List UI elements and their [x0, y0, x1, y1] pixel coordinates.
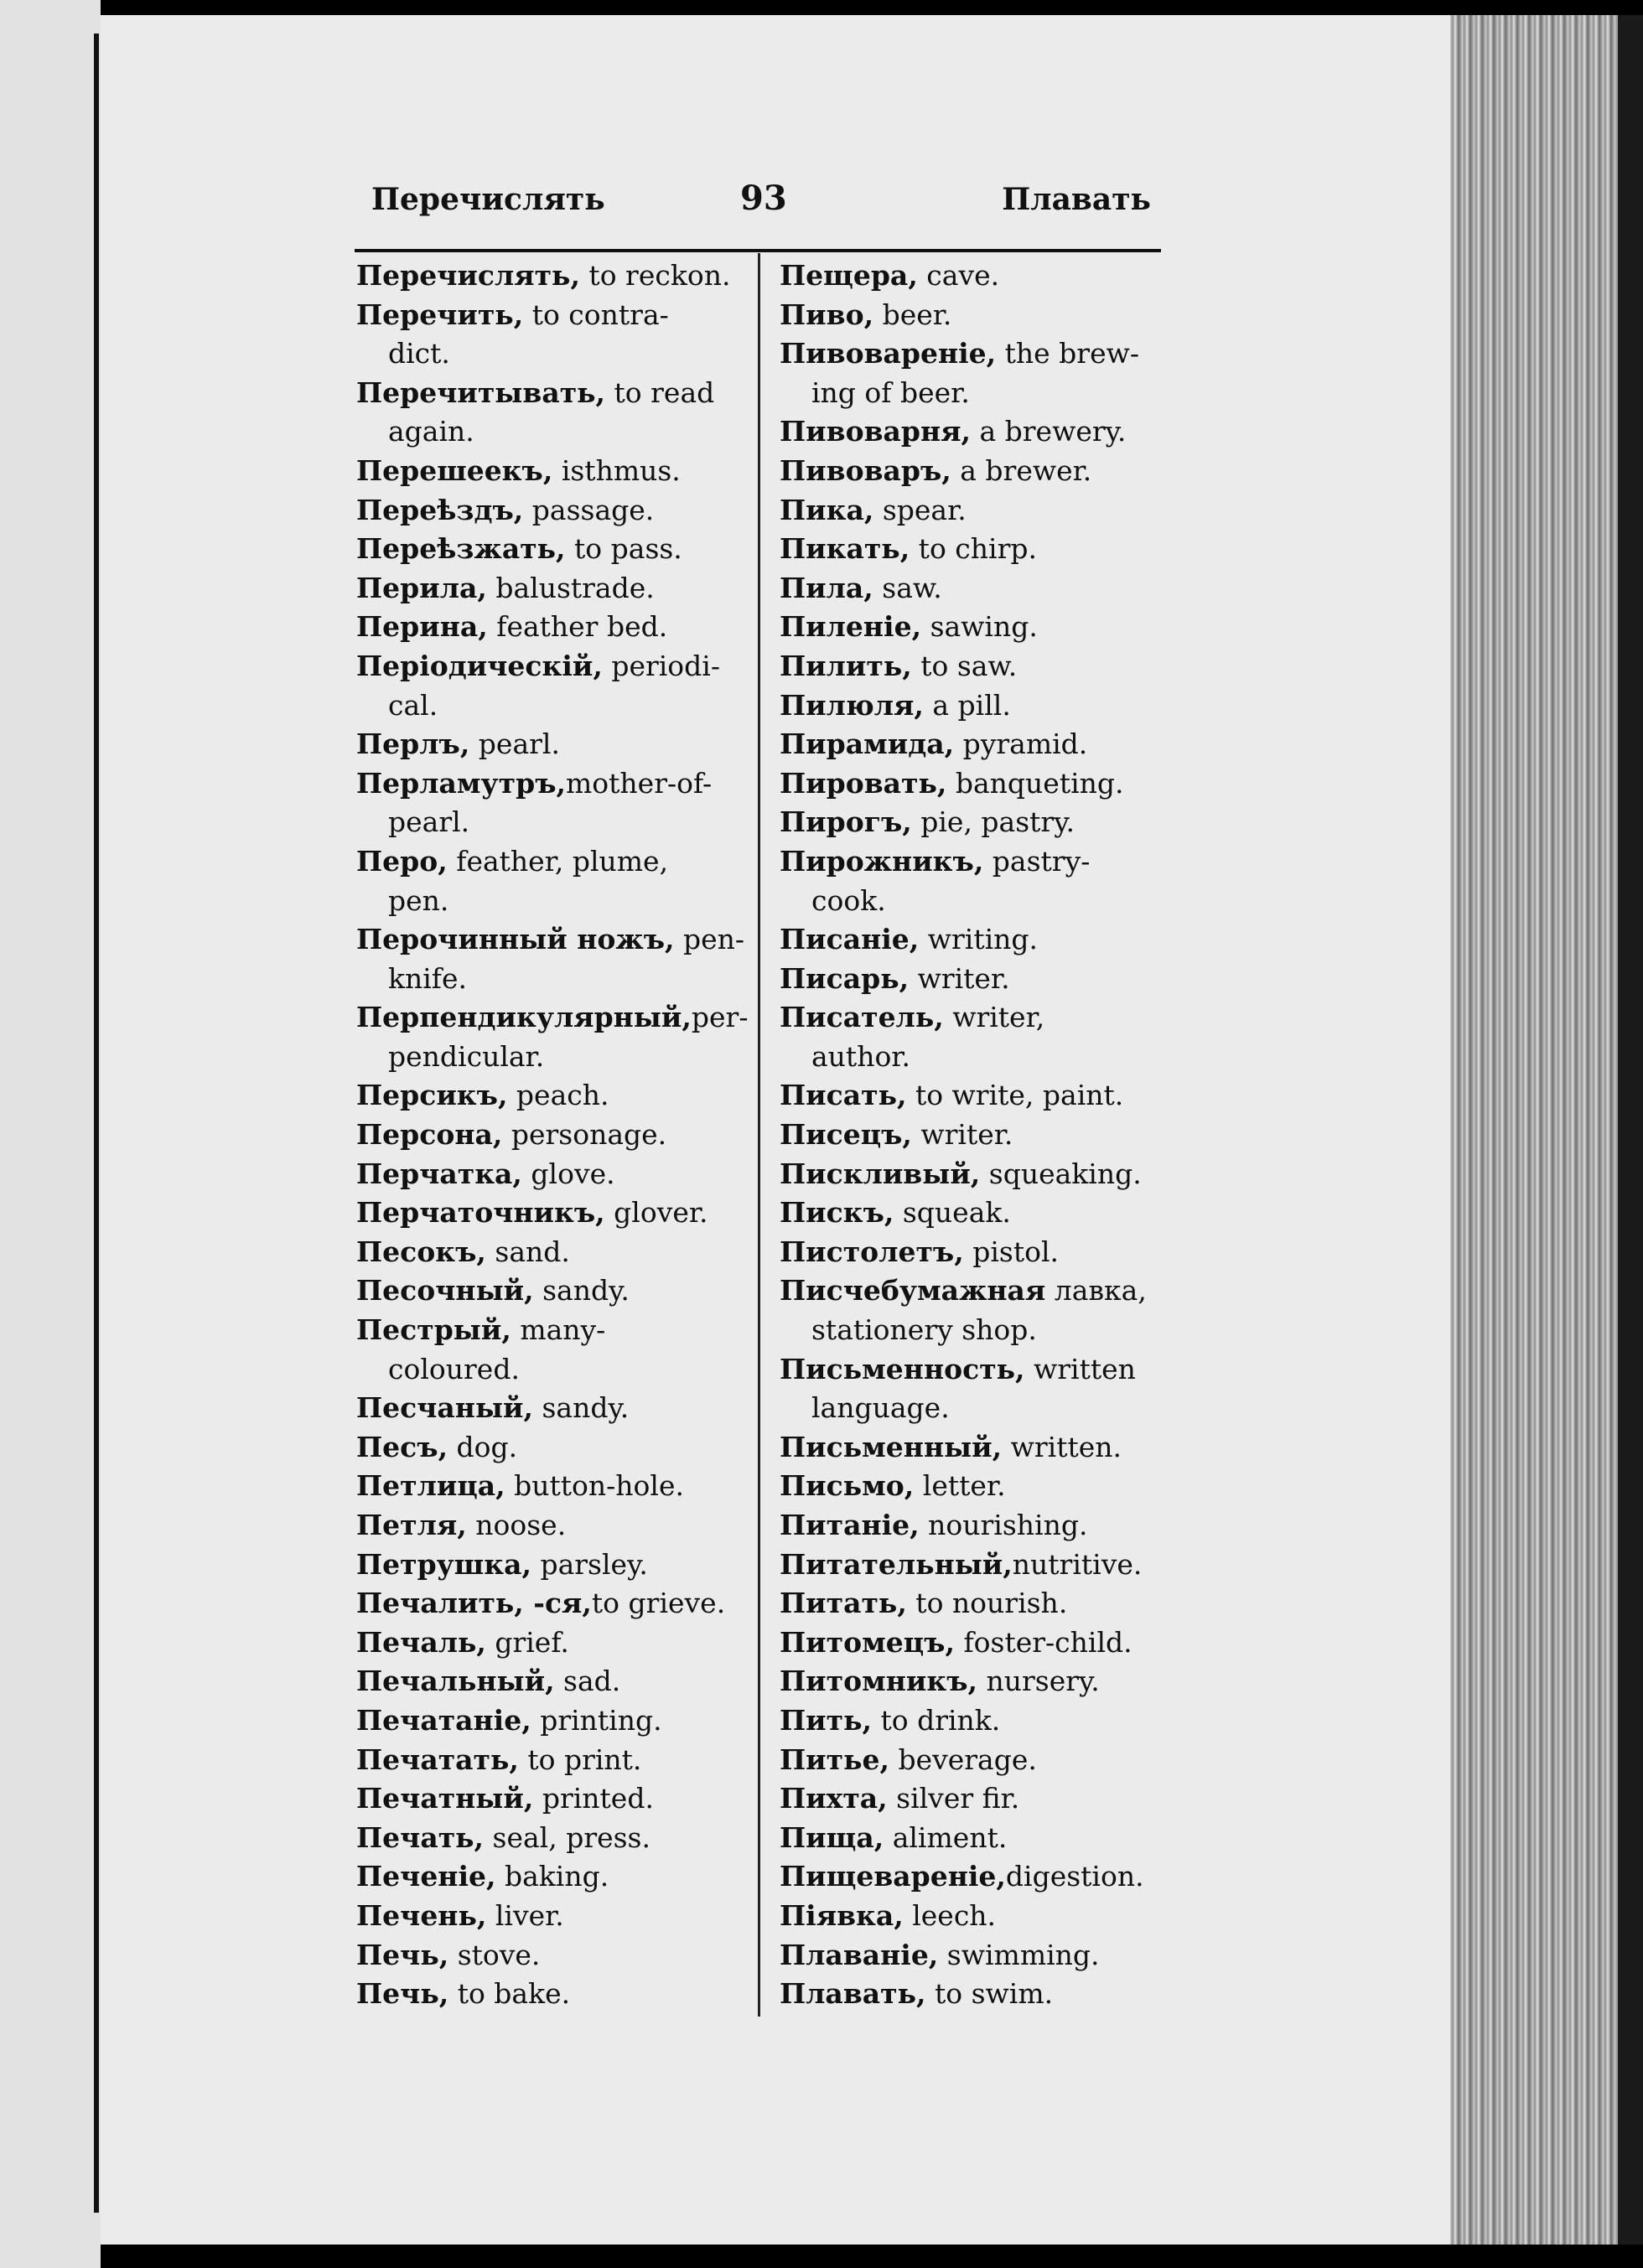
entry-headword: Писчебумажная — [780, 1274, 1046, 1307]
book-page — [101, 15, 1450, 2245]
dictionary-entry — [356, 296, 750, 374]
entry-translation: foster-child. — [954, 1625, 1132, 1659]
dictionary-entry — [780, 1194, 1174, 1233]
dictionary-entry — [780, 920, 1174, 960]
dictionary-entry — [356, 608, 750, 647]
entry-headword: Перечислять, — [356, 259, 580, 292]
entry-translation: pie, pastry. — [911, 805, 1075, 839]
entry-translation: aliment. — [884, 1820, 1008, 1854]
entry-headword: Песокъ, — [356, 1235, 486, 1268]
dictionary-entry — [780, 1819, 1174, 1858]
entry-translation: printing. — [531, 1703, 662, 1737]
entry-translation: a pill. — [923, 688, 1011, 722]
entry-translation: stove. — [448, 1938, 541, 1971]
left-column — [356, 256, 750, 2014]
dictionary-entry — [780, 842, 1174, 920]
entry-headword: Плаваніе, — [780, 1938, 939, 1971]
dictionary-entry — [780, 1506, 1174, 1546]
entry-translation: to drink. — [871, 1703, 1001, 1737]
dictionary-entry — [356, 842, 750, 920]
entry-headword: Письменность, — [780, 1352, 1025, 1385]
entry-translation: silver fir. — [887, 1782, 1020, 1815]
entry-translation-continued: stationery shop. — [811, 1313, 1037, 1347]
entry-translation: writing. — [919, 923, 1039, 956]
entry-headword: Пиво, — [780, 298, 874, 331]
dictionary-entry — [780, 647, 1174, 686]
entry-headword: Пиленіе, — [780, 610, 922, 644]
entry-headword: Питательный, — [780, 1547, 1013, 1581]
dictionary-entry — [356, 1741, 750, 1780]
entry-translation: nutritive. — [1012, 1547, 1143, 1581]
entry-translation: squeak. — [894, 1196, 1011, 1230]
entry-translation-continued: knife. — [388, 961, 468, 995]
dictionary-entry — [356, 1779, 750, 1819]
dictionary-entry — [780, 1701, 1174, 1741]
dictionary-entry — [780, 1584, 1174, 1623]
entry-translation: sandy. — [533, 1391, 630, 1425]
entry-translation: to read — [605, 375, 715, 409]
dictionary-entry — [780, 1155, 1174, 1194]
dictionary-entry — [356, 1897, 750, 1936]
entry-translation: nursery. — [977, 1665, 1100, 1698]
entry-headword: Писать, — [780, 1079, 907, 1112]
entry-translation-continued: cook. — [811, 883, 886, 917]
entry-translation: to print. — [518, 1742, 642, 1776]
entry-translation-continued: coloured. — [388, 1352, 520, 1385]
entry-translation: personage. — [502, 1118, 667, 1152]
entry-translation: many- — [511, 1313, 606, 1347]
entry-translation: to chirp. — [910, 532, 1037, 566]
entry-headword: Писатель, — [780, 1001, 944, 1034]
entry-headword: Пискъ, — [780, 1196, 894, 1230]
entry-headword: Питомникъ, — [780, 1665, 978, 1698]
dictionary-entry — [780, 608, 1174, 647]
entry-headword: Пищевареніе, — [780, 1860, 1006, 1893]
entry-translation: beer. — [873, 298, 952, 331]
entry-headword: Печать, — [356, 1820, 485, 1854]
entry-translation: mother-of- — [566, 766, 713, 800]
entry-translation-continued: pearl. — [388, 805, 470, 839]
entry-translation: passage. — [523, 493, 655, 526]
entry-headword: Пирогъ, — [780, 805, 912, 839]
entry-headword: Пивовареніе, — [780, 337, 997, 370]
dictionary-entry — [780, 1741, 1174, 1780]
dictionary-entry — [780, 1897, 1174, 1936]
running-header — [355, 172, 1159, 230]
dictionary-entry — [356, 1584, 750, 1623]
entry-translation: pen- — [674, 923, 745, 956]
entry-translation: to nourish. — [906, 1587, 1068, 1620]
dictionary-entry — [780, 452, 1174, 491]
dictionary-entry — [780, 569, 1174, 608]
entry-headword: Пестрый, — [356, 1313, 511, 1347]
dictionary-entry — [356, 452, 750, 491]
entry-translation: digestion. — [1005, 1860, 1144, 1893]
dictionary-entry — [780, 491, 1174, 531]
dictionary-entry — [356, 920, 750, 998]
entry-headword: Перламутръ, — [356, 766, 566, 800]
entry-translation: button-hole. — [505, 1469, 684, 1503]
dictionary-entry — [780, 686, 1174, 726]
header-left-guide-word: Перечислять — [371, 182, 605, 217]
entry-translation: per- — [691, 1001, 749, 1034]
entry-headword: Переѣздъ, — [356, 493, 524, 526]
entry-headword: Перчаточникъ, — [356, 1196, 605, 1230]
dictionary-entry — [780, 1779, 1174, 1819]
dictionary-entry — [780, 334, 1174, 412]
entry-translation: a brewer. — [951, 453, 1092, 487]
entry-translation: noose. — [466, 1509, 567, 1541]
dictionary-entry — [780, 1467, 1174, 1506]
entry-headword: Пила, — [780, 571, 873, 604]
entry-headword: Перо, — [356, 844, 448, 878]
entry-headword: Письменный, — [780, 1430, 1003, 1463]
entry-headword: Пища, — [780, 1820, 884, 1854]
dictionary-entry — [356, 1389, 750, 1428]
entry-translation: sawing. — [921, 610, 1038, 644]
entry-translation-continued: dict. — [388, 337, 450, 370]
entry-headword: Печь, — [356, 1977, 449, 2011]
entry-translation: parsley. — [531, 1547, 648, 1581]
dictionary-entry — [356, 1701, 750, 1741]
entry-headword: Писарь, — [780, 961, 910, 995]
entry-headword: Печаль, — [356, 1625, 486, 1659]
dictionary-entry — [356, 1271, 750, 1311]
dictionary-entry — [780, 1350, 1174, 1428]
entry-translation: to saw. — [911, 649, 1018, 682]
entry-headword: Перочинный ножъ, — [356, 923, 675, 956]
dictionary-entry — [780, 764, 1174, 804]
dictionary-entry — [356, 725, 750, 764]
entry-headword: Пивоваръ, — [780, 453, 951, 487]
entry-headword: Печатный, — [356, 1782, 534, 1815]
entry-translation: balustrade. — [486, 571, 655, 604]
dictionary-entry — [356, 1194, 750, 1233]
entry-headword: Песъ, — [356, 1430, 448, 1463]
dictionary-entry — [780, 1857, 1174, 1897]
dictionary-entry — [780, 1662, 1174, 1701]
dictionary-entry — [780, 725, 1174, 764]
entry-headword: Питаніе, — [780, 1509, 920, 1541]
entry-translation: a brewery. — [971, 415, 1127, 448]
entry-translation: written. — [1002, 1430, 1122, 1463]
entry-translation: isthmus. — [552, 453, 681, 487]
page-stack-edges — [1450, 15, 1618, 2245]
dictionary-entry — [356, 1975, 750, 2014]
entry-translation: to contra- — [523, 298, 669, 331]
entry-translation: sand. — [485, 1235, 570, 1268]
right-column — [780, 256, 1174, 2014]
entry-translation-continued: author. — [811, 1039, 910, 1073]
entry-headword: Перешеекъ, — [356, 453, 553, 487]
entry-translation: pistol. — [963, 1235, 1059, 1268]
dictionary-entry — [356, 374, 750, 452]
entry-translation: letter. — [914, 1469, 1006, 1503]
dictionary-entry — [356, 569, 750, 608]
entry-headword: Персона, — [356, 1118, 503, 1152]
dictionary-entry — [356, 1311, 750, 1389]
dictionary-entry — [780, 296, 1174, 335]
dictionary-entry — [356, 1467, 750, 1506]
entry-headword: Плавать, — [780, 1977, 926, 2011]
dictionary-entry — [356, 1076, 750, 1116]
entry-translation: to reckon. — [579, 259, 731, 292]
entry-headword: Пировать, — [780, 766, 947, 800]
entry-headword: Письмо, — [780, 1469, 915, 1503]
entry-headword: Перпендикулярный, — [356, 1001, 692, 1034]
entry-translation: saw. — [873, 571, 942, 604]
entry-translation: glove. — [521, 1157, 615, 1190]
entry-translation: swimming. — [938, 1938, 1100, 1971]
entry-headword: Періодическій, — [356, 649, 603, 682]
dictionary-entry — [780, 960, 1174, 999]
entry-translation: pastry- — [983, 844, 1091, 878]
entry-translation: writer, — [943, 1001, 1045, 1034]
entry-translation: printed. — [533, 1782, 654, 1815]
header-rule — [355, 249, 1161, 252]
entry-headword: Перина, — [356, 610, 488, 644]
entry-headword: Пирамида, — [780, 728, 955, 761]
dictionary-entry — [356, 1819, 750, 1858]
entry-headword: Піявка, — [780, 1898, 904, 1932]
dictionary-entry — [780, 256, 1174, 296]
entry-translation-continued: pendicular. — [388, 1039, 545, 1073]
entry-translation: to write, paint. — [906, 1079, 1124, 1112]
dictionary-entry — [356, 1936, 750, 1975]
entry-translation: banqueting. — [946, 766, 1124, 800]
dictionary-entry — [780, 1936, 1174, 1975]
dictionary-entry — [356, 1155, 750, 1194]
dictionary-entry — [780, 1076, 1174, 1116]
entry-translation: the brew- — [996, 337, 1139, 370]
entry-headword: Пивоварня, — [780, 415, 971, 448]
entry-translation: sandy. — [533, 1274, 630, 1307]
entry-translation: written — [1024, 1352, 1136, 1385]
entry-translation: to swim. — [925, 1977, 1054, 2011]
column-divider — [758, 253, 760, 2017]
entry-headword: Питать, — [780, 1587, 907, 1620]
entry-translation-continued: ing of beer. — [811, 375, 970, 409]
entry-headword: Пихта, — [780, 1782, 888, 1815]
dictionary-entry — [780, 1546, 1174, 1585]
entry-translation: spear. — [873, 493, 967, 526]
entry-headword: Пилить, — [780, 649, 912, 682]
entry-headword: Перчатка, — [356, 1157, 522, 1190]
entry-translation: squeaking. — [980, 1157, 1142, 1190]
dictionary-entry — [780, 412, 1174, 452]
dictionary-entry — [780, 530, 1174, 569]
entry-headword: Перлъ, — [356, 728, 470, 761]
dictionary-entry — [780, 1271, 1174, 1349]
binding-gutter — [94, 34, 99, 2213]
entry-headword: Печалить, -ся, — [356, 1587, 592, 1620]
entry-translation: nourishing. — [919, 1509, 1088, 1541]
dictionary-entry — [780, 803, 1174, 842]
entry-translation-continued: language. — [811, 1391, 950, 1425]
entry-translation: leech. — [903, 1898, 997, 1932]
entry-headword: Питье, — [780, 1742, 889, 1776]
entry-translation: baking. — [495, 1860, 609, 1893]
entry-headword: Печь, — [356, 1938, 449, 1971]
entry-translation: feather bed. — [487, 610, 668, 644]
entry-headword: Писаніе, — [780, 923, 920, 956]
entry-headword: Печеніе, — [356, 1860, 496, 1893]
dictionary-entry — [356, 256, 750, 296]
entry-headword: Перечитывать, — [356, 375, 606, 409]
dictionary-entry — [356, 1662, 750, 1701]
entry-headword: Песчаный, — [356, 1391, 533, 1425]
dictionary-entry — [356, 1857, 750, 1897]
entry-translation: to grieve. — [591, 1587, 726, 1620]
entry-translation: to pass. — [565, 532, 682, 566]
entry-headword: Петрушка, — [356, 1547, 531, 1581]
dictionary-entry — [780, 1623, 1174, 1663]
entry-headword: Пикать, — [780, 532, 910, 566]
entry-translation: writer. — [911, 1118, 1013, 1152]
entry-translation-continued: again. — [388, 415, 474, 448]
entry-translation: liver. — [486, 1898, 564, 1932]
entry-headword: Печатать, — [356, 1742, 519, 1776]
entry-headword: Пещера, — [780, 259, 918, 292]
entry-headword: Питомецъ, — [780, 1625, 955, 1659]
dictionary-entry — [780, 1975, 1174, 2014]
entry-translation-continued: pen. — [388, 883, 449, 917]
dictionary-entry — [780, 1428, 1174, 1468]
entry-headword: Перечить, — [356, 298, 524, 331]
dictionary-entry — [356, 1233, 750, 1272]
dictionary-entry — [356, 1623, 750, 1663]
entry-translation: лавка, — [1045, 1274, 1147, 1307]
entry-headword: Печень, — [356, 1898, 487, 1932]
entry-translation: cave. — [917, 259, 1000, 292]
dictionary-entry — [356, 998, 750, 1076]
entry-translation: grief. — [485, 1625, 569, 1659]
entry-translation: feather, plume, — [447, 844, 669, 878]
dictionary-entry — [356, 1546, 750, 1585]
entry-headword: Переѣзжать, — [356, 532, 566, 566]
dictionary-entry — [356, 1428, 750, 1468]
entry-headword: Печальный, — [356, 1665, 555, 1698]
entry-headword: Петлица, — [356, 1469, 505, 1503]
entry-translation: seal, press. — [484, 1820, 650, 1854]
entry-translation: pyramid. — [954, 728, 1088, 761]
entry-translation: pearl. — [469, 728, 560, 761]
entry-headword: Пилюля, — [780, 688, 924, 722]
entry-headword: Пика, — [780, 493, 874, 526]
dictionary-entry — [356, 647, 750, 725]
entry-headword: Писецъ, — [780, 1118, 912, 1152]
entry-headword: Пирожникъ, — [780, 844, 984, 878]
dictionary-entry — [356, 1116, 750, 1155]
dictionary-entry — [356, 1506, 750, 1546]
dictionary-entry — [780, 1116, 1174, 1155]
page-stack-shadow — [1618, 15, 1643, 2245]
entry-headword: Песочный, — [356, 1274, 534, 1307]
entry-translation: to bake. — [448, 1977, 571, 2011]
entry-translation: beverage. — [889, 1742, 1037, 1776]
facing-page-edge — [0, 0, 101, 2268]
entry-headword: Перила, — [356, 571, 487, 604]
entry-translation: glover. — [604, 1196, 708, 1230]
dictionary-entry — [356, 764, 750, 842]
dictionary-entry — [780, 1233, 1174, 1272]
header-right-guide-word: Плавать — [1002, 182, 1151, 217]
entry-translation: sad. — [554, 1665, 621, 1698]
entry-headword: Петля, — [356, 1509, 467, 1541]
entry-headword: Пискливый, — [780, 1157, 981, 1190]
entry-headword: Печатаніе, — [356, 1703, 531, 1737]
entry-translation: peach. — [507, 1079, 609, 1112]
entry-headword: Пить, — [780, 1703, 872, 1737]
entry-translation-continued: cal. — [388, 688, 438, 722]
entry-headword: Персикъ, — [356, 1079, 508, 1112]
dictionary-entry — [356, 530, 750, 569]
entry-translation: dog. — [448, 1430, 518, 1463]
entry-headword: Пистолетъ, — [780, 1235, 964, 1268]
page-number: 93 — [740, 179, 787, 218]
dictionary-entry — [356, 491, 750, 531]
dictionary-entry — [780, 998, 1174, 1076]
entry-translation: writer. — [909, 961, 1010, 995]
entry-translation: periodi- — [602, 649, 720, 682]
